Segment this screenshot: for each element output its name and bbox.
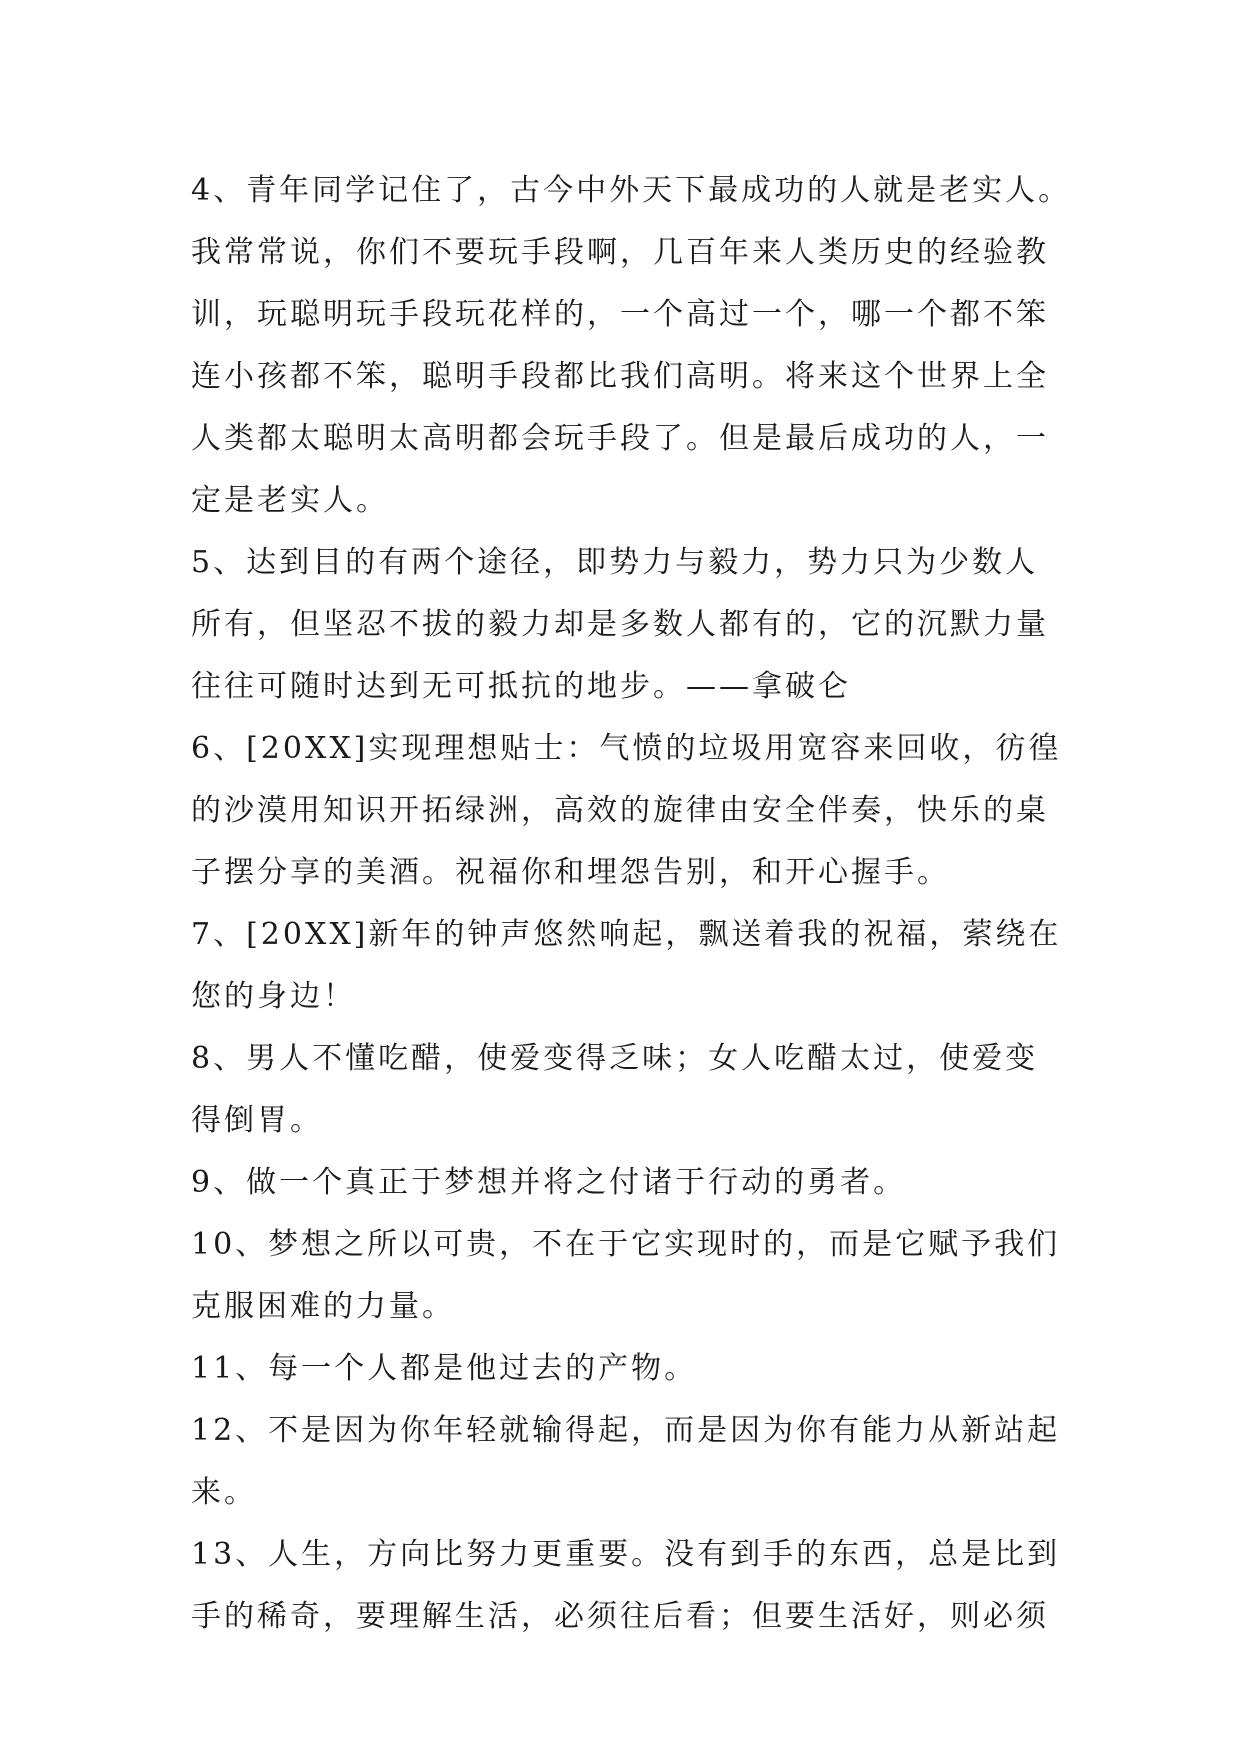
text-line: 4、青年同学记住了，古今中外天下最成功的人就是老实人。: [191, 173, 1072, 208]
text-line: 来。: [191, 1475, 257, 1510]
text-line: 克服困难的力量。: [191, 1289, 455, 1324]
text-line: 8、男人不懂吃醋，使爱变得乏味；女人吃醋太过，使爱变: [191, 1041, 1039, 1076]
text-line: 的沙漠用知识开拓绿洲，高效的旋律由安全伴奏，快乐的桌: [191, 793, 1049, 828]
text-line: 7、[20XX]新年的钟声悠然响起，飘送着我的祝福，萦绕在: [191, 917, 1062, 952]
text-line: 13、人生，方向比努力更重要。没有到手的东西，总是比到: [191, 1537, 1061, 1572]
text-line: 10、梦想之所以可贵，不在于它实现时的，而是它赋予我们: [191, 1227, 1061, 1262]
paragraph-5: [191, 532, 1069, 718]
text-line: 往往可随时达到无可抵抗的地步。——拿破仑: [191, 669, 851, 704]
text-line: 得倒胃。: [191, 1103, 323, 1138]
paragraph-13: [191, 1524, 1069, 1648]
paragraph-6: [191, 718, 1069, 904]
paragraph-9: [191, 1152, 1069, 1214]
text-line: 您的身边！: [191, 979, 356, 1014]
text-line: 9、做一个真正于梦想并将之付诸于行动的勇者。: [191, 1165, 907, 1200]
text-line: 子摆分享的美酒。祝福你和埋怨告别，和开心握手。: [191, 855, 950, 890]
paragraph-7: [191, 904, 1069, 1028]
text-line: 我常常说，你们不要玩手段啊，几百年来人类历史的经验教: [191, 235, 1049, 270]
text-line: 6、[20XX]实现理想贴士：气愤的垃圾用宽容来回收，彷徨: [191, 731, 1062, 766]
text-line: 手的稀奇，要理解生活，必须往后看；但要生活好，则必须: [191, 1599, 1049, 1634]
text-line: 5、达到目的有两个途径，即势力与毅力，势力只为少数人: [191, 545, 1039, 580]
paragraph-12: [191, 1400, 1069, 1524]
text-line: 所有，但坚忍不拔的毅力却是多数人都有的，它的沉默力量: [191, 607, 1049, 642]
paragraph-11: [191, 1338, 1069, 1400]
paragraph-8: [191, 1028, 1069, 1152]
text-line: 人类都太聪明太高明都会玩手段了。但是最后成功的人，一: [191, 421, 1049, 456]
document-body: [191, 160, 1072, 1648]
text-line: 训，玩聪明玩手段玩花样的，一个高过一个，哪一个都不笨: [191, 297, 1049, 332]
text-line: 连小孩都不笨，聪明手段都比我们高明。将来这个世界上全: [191, 359, 1049, 394]
paragraph-10: [191, 1214, 1069, 1338]
paragraph-4: [191, 160, 1072, 532]
text-line: 12、不是因为你年轻就输得起，而是因为你有能力从新站起: [191, 1413, 1061, 1448]
text-line: 定是老实人。: [191, 483, 389, 518]
text-line: 11、每一个人都是他过去的产物。: [191, 1351, 698, 1386]
